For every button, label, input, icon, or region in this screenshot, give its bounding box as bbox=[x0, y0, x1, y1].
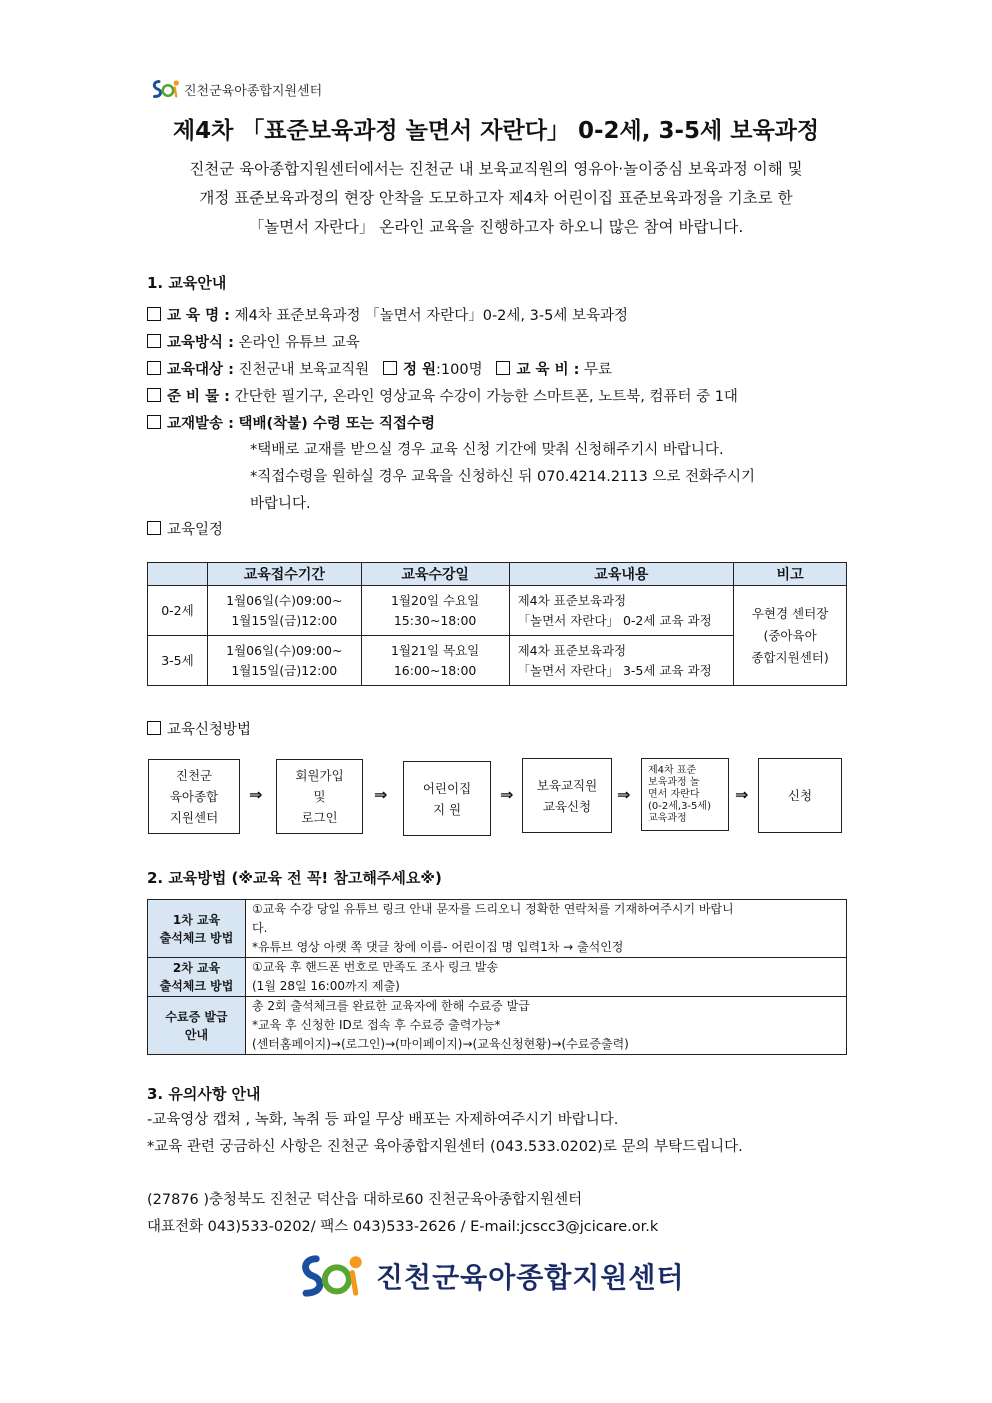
checkbox-icon bbox=[147, 415, 161, 429]
method-header-line: 1차 교육 bbox=[172, 912, 221, 927]
method-header-line: 안내 bbox=[184, 1027, 209, 1042]
page-title: 제4차 「표준보육과정 놀면서 자란다」 0-2세, 3-5세 보육과정 bbox=[172, 118, 820, 144]
org-logo-icon bbox=[290, 1252, 370, 1300]
content-line: 「놀면서 자란다」 0-2세 교육 과정 bbox=[517, 612, 712, 628]
method-table bbox=[147, 899, 847, 1055]
step-text: 보육교직원 bbox=[536, 777, 598, 793]
method-line: ①교육 수강 당일 유튜브 링크 안내 문자를 드리오니 정확한 연락처를 기재하여주시기 바랍니 bbox=[252, 902, 734, 916]
apply-heading-text: 교육신청방법 bbox=[167, 722, 252, 738]
table-header-cell: 교육수강일 bbox=[361, 563, 509, 586]
checkbox-icon bbox=[383, 361, 397, 375]
table-header-cell: 교육내용 bbox=[509, 563, 734, 586]
step-text: 신청 bbox=[787, 788, 813, 803]
footer-logo bbox=[290, 1252, 685, 1300]
arrow-right-icon: ⇒ bbox=[735, 785, 749, 804]
step-text: 육아종합 bbox=[169, 789, 219, 804]
info-label: 준 비 물 : bbox=[167, 389, 230, 405]
content-line: 제4차 표준보육과정 bbox=[517, 592, 627, 608]
step-text: (0-2세,3-5세) bbox=[648, 800, 711, 812]
method-line: ①교육 후 핸드폰 번호로 만족도 조사 링크 발송 bbox=[252, 960, 499, 974]
age-cell: 3-5세 bbox=[148, 636, 208, 686]
content-cell bbox=[509, 636, 734, 686]
checkbox-icon bbox=[147, 521, 161, 535]
step-text: 제4차 표준 bbox=[648, 764, 697, 776]
info-row-materials bbox=[147, 387, 738, 407]
step-text: 진천군 bbox=[175, 768, 213, 783]
footer-address: (27876 )충청북도 진천군 덕산읍 대하로60 진천군육아종합지원센터 bbox=[147, 1192, 583, 1208]
step-text: 면서 자란다 bbox=[648, 788, 700, 800]
info-value: 제4차 표준보육과정 「놀면서 자란다」0-2세, 3-5세 보육과정 bbox=[234, 308, 628, 324]
method-line: *교육 후 신청한 ID로 접속 후 수료증 출력가능* bbox=[252, 1018, 501, 1032]
class-time: 16:00~18:00 bbox=[393, 662, 477, 678]
method-line: (1월 28일 16:00까지 제출) bbox=[252, 979, 400, 993]
checkbox-icon bbox=[147, 307, 161, 321]
checkbox-icon bbox=[147, 361, 161, 375]
method-line: (센터홈페이지)→(로그인)→(마이페이지)→(교육신청현황)→(수료증출력) bbox=[252, 1037, 629, 1051]
section1-heading: 1. 교육안내 bbox=[147, 274, 227, 292]
flow-step-course bbox=[641, 758, 729, 831]
method-header-cell bbox=[148, 900, 246, 958]
info-label: 교육대상 : bbox=[167, 362, 234, 378]
method-header-line: 2차 교육 bbox=[172, 961, 221, 975]
org-logo-icon bbox=[150, 78, 180, 100]
info-row-method bbox=[147, 333, 360, 353]
table-row bbox=[148, 997, 847, 1055]
intro-line: 개정 표준보육과정의 현장 안착을 도모하고자 제4차 어린이집 표준보육과정을 기초로 한 bbox=[199, 189, 793, 207]
step-text: 지원센터 bbox=[169, 810, 219, 825]
registration-end: 1월15일(금)12:00 bbox=[231, 662, 338, 678]
header-logo bbox=[150, 78, 322, 100]
step-text: 교육신청 bbox=[542, 798, 592, 814]
method-header-line: 출석체크 방법 bbox=[159, 979, 234, 993]
content-cell bbox=[509, 586, 734, 636]
class-day-cell bbox=[361, 636, 509, 686]
caution-line: *교육 관련 궁금하신 사항은 진천군 육아종합지원센터 (043.533.0202)로 문의 부탁드립니다. bbox=[147, 1139, 743, 1155]
step-text: 로그인 bbox=[301, 810, 338, 825]
method-line: 다. bbox=[252, 921, 268, 935]
schedule-heading-text: 교육일정 bbox=[167, 522, 224, 538]
note-cell bbox=[734, 586, 847, 686]
age-cell: 0-2세 bbox=[148, 586, 208, 636]
class-time: 15:30~18:00 bbox=[393, 612, 477, 628]
intro-line: 진천군 육아종합지원센터에서는 진천군 내 보육교직원의 영유아·놀이중심 보육과정 이해 및 bbox=[189, 160, 803, 178]
delivery-note: *택배로 교재를 받으실 경우 교육 신청 기간에 맞춰 신청해주기시 바랍니다. bbox=[250, 442, 724, 458]
info-row-delivery bbox=[147, 414, 435, 434]
checkbox-icon bbox=[147, 721, 161, 735]
class-date: 1월20일 수요일 bbox=[391, 592, 480, 608]
footer-org-name: 진천군육아종합지원센터 bbox=[376, 1261, 685, 1294]
checkbox-icon bbox=[147, 388, 161, 402]
footer-contact: 대표전화 043)533-0202/ 팩스 043)533-2626 / E-mail:jcscc3@jcicare.or.k bbox=[147, 1219, 659, 1235]
registration-cell bbox=[207, 586, 361, 636]
apply-heading bbox=[147, 720, 251, 740]
content-line: 제4차 표준보육과정 bbox=[517, 642, 627, 658]
delivery-note: *직접수령을 원하실 경우 교육을 신청하신 뒤 070.4214.2113 으로 전화주시기 bbox=[250, 469, 755, 485]
table-row bbox=[148, 900, 847, 958]
method-header-line: 출석체크 방법 bbox=[159, 930, 234, 945]
method-header-line: 수료증 발급 bbox=[165, 1009, 228, 1024]
method-body-cell bbox=[246, 900, 847, 958]
intro-paragraph bbox=[130, 155, 862, 242]
class-date: 1월21일 목요일 bbox=[391, 642, 480, 658]
info-row-course-name bbox=[147, 306, 628, 326]
checkbox-icon bbox=[496, 361, 510, 375]
header-org-name: 진천군육아종합지원센터 bbox=[184, 83, 323, 99]
arrow-right-icon: ⇒ bbox=[249, 785, 263, 804]
step-text: 회원가입 bbox=[295, 768, 344, 783]
delivery-note: 바랍니다. bbox=[250, 496, 311, 512]
step-text: 지 원 bbox=[432, 801, 462, 817]
note-line: 우현경 센터장 bbox=[751, 605, 829, 621]
checkbox-icon bbox=[147, 334, 161, 348]
method-header-cell bbox=[148, 958, 246, 997]
capacity-label: 정 원 bbox=[402, 362, 437, 378]
step-text: 어린이집 bbox=[422, 780, 472, 796]
info-value: 온라인 유튜브 교육 bbox=[238, 335, 360, 351]
flow-step-daycare bbox=[403, 761, 491, 836]
step-text: 교육과정 bbox=[648, 812, 687, 824]
table-header-cell: 교육접수기간 bbox=[207, 563, 361, 586]
method-body-cell bbox=[246, 997, 847, 1055]
info-value: 진천군내 보육교직원 bbox=[238, 362, 370, 378]
arrow-right-icon: ⇒ bbox=[500, 785, 514, 804]
table-header-row bbox=[148, 563, 847, 586]
method-header-cell bbox=[148, 997, 246, 1055]
method-line: 총 2회 출석체크를 완료한 교육자에 한해 수료증 발급 bbox=[252, 999, 530, 1013]
method-body-cell bbox=[246, 958, 847, 997]
info-label: 교재발송 : bbox=[167, 416, 234, 432]
table-header-cell bbox=[148, 563, 208, 586]
registration-end: 1월15일(금)12:00 bbox=[231, 612, 338, 628]
table-row bbox=[148, 586, 847, 636]
registration-cell bbox=[207, 636, 361, 686]
method-line: *유튜브 영상 아랫 쪽 댓글 창에 이름- 어린이집 명 입력1차 → 출석인정 bbox=[252, 940, 624, 954]
step-text: 보육과정 놀 bbox=[648, 776, 700, 788]
note-line: 종합지원센터) bbox=[751, 649, 829, 665]
info-label: 교 육 명 : bbox=[167, 308, 230, 324]
arrow-right-icon: ⇒ bbox=[374, 785, 388, 804]
table-row bbox=[148, 958, 847, 997]
registration-start: 1월06일(수)09:00~ bbox=[226, 592, 343, 608]
info-value: 택배(착불) 수령 또는 직접수령 bbox=[238, 416, 435, 432]
table-header-cell: 비고 bbox=[734, 563, 847, 586]
capacity-value: :100명 bbox=[436, 362, 483, 378]
fee-value: 무료 bbox=[584, 362, 613, 378]
flow-step-center bbox=[148, 759, 240, 834]
info-row-target bbox=[147, 360, 612, 380]
content-line: 「놀면서 자란다」 3-5세 교육 과정 bbox=[517, 662, 712, 678]
flow-step-apply bbox=[758, 758, 842, 833]
class-day-cell bbox=[361, 586, 509, 636]
section2-heading: 2. 교육방법 (※교육 전 꼭! 참고해주세요※) bbox=[147, 869, 442, 887]
info-label: 교육방식 : bbox=[167, 335, 234, 351]
registration-start: 1월06일(수)09:00~ bbox=[226, 642, 343, 658]
intro-line: 「놀면서 자란다」 온라인 교육을 진행하고자 하오니 많은 참여 바랍니다. bbox=[248, 218, 744, 236]
schedule-heading bbox=[147, 520, 223, 540]
flow-step-staff-apply bbox=[522, 758, 612, 833]
caution-line: -교육영상 캡쳐 , 녹화, 녹취 등 파일 무상 배포는 자제하여주시기 바랍니다. bbox=[147, 1112, 619, 1128]
step-text: 및 bbox=[313, 789, 326, 804]
schedule-table bbox=[147, 562, 847, 686]
arrow-right-icon: ⇒ bbox=[617, 785, 631, 804]
flow-step-signup bbox=[276, 759, 363, 834]
fee-label: 교 육 비 : bbox=[516, 362, 580, 378]
note-line: (중아육아 bbox=[763, 627, 817, 643]
section3-heading: 3. 유의사항 안내 bbox=[147, 1085, 261, 1103]
info-value: 간단한 필기구, 온라인 영상교육 수강이 가능한 스마트폰, 노트북, 컴퓨터 중 1대 bbox=[234, 389, 738, 405]
